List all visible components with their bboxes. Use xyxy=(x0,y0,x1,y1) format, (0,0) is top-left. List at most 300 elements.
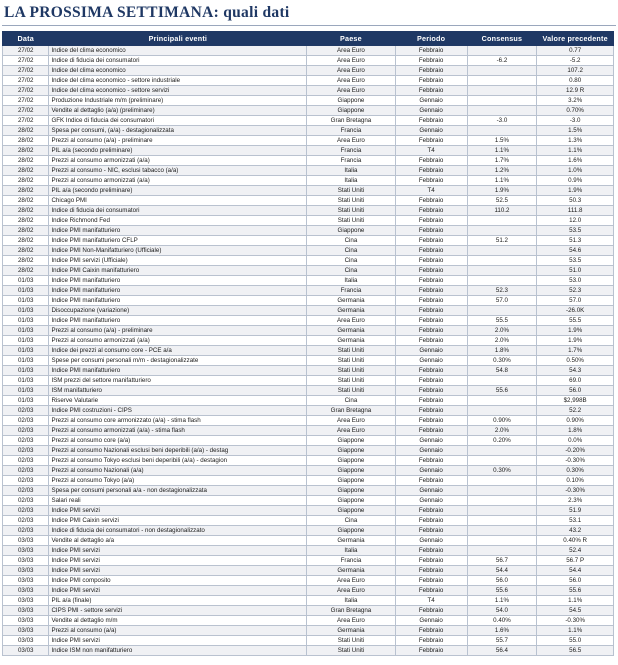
table-cell-periodo: T4 xyxy=(395,186,467,196)
title-divider xyxy=(2,25,616,26)
table-cell-consensus: -6.2 xyxy=(467,56,537,66)
table-row xyxy=(3,366,614,376)
table-cell-valore-precedente: 1.3% xyxy=(537,136,614,146)
table-cell-paese: Germania xyxy=(307,336,395,346)
table-cell-consensus xyxy=(467,456,537,466)
table-cell-consensus xyxy=(467,506,537,516)
table-cell-periodo: Gennaio xyxy=(395,486,467,496)
table-cell-periodo: Febbraio xyxy=(395,256,467,266)
table-cell-paese: Stati Uniti xyxy=(307,356,395,366)
table-cell-periodo: Febbraio xyxy=(395,136,467,146)
table-cell-data: 01/03 xyxy=(3,336,49,346)
table-cell-data: 28/02 xyxy=(3,236,49,246)
table-cell-valore-precedente: 53.5 xyxy=(537,256,614,266)
table-cell-evento: Indice del clima economico - settore servizi xyxy=(49,86,307,96)
table-cell-evento: Indice di fiducia dei consumatori - non destagionalizzato xyxy=(49,526,307,536)
table-cell-data: 28/02 xyxy=(3,196,49,206)
table-cell-paese: Stati Uniti xyxy=(307,346,395,356)
table-cell-paese: Cina xyxy=(307,516,395,526)
table-cell-periodo: Febbraio xyxy=(395,176,467,186)
table-cell-valore-precedente: 1.9% xyxy=(537,186,614,196)
table-cell-periodo: Febbraio xyxy=(395,196,467,206)
table-cell-evento: Indice PMI manifatturiero xyxy=(49,226,307,236)
table-cell-periodo: T4 xyxy=(395,596,467,606)
table-cell-valore-precedente: 1.1% xyxy=(537,146,614,156)
table-cell-data: 01/03 xyxy=(3,366,49,376)
table-cell-evento: ISM manifatturiero xyxy=(49,386,307,396)
table-cell-valore-precedente: 1.0% xyxy=(537,166,614,176)
table-cell-paese: Stati Uniti xyxy=(307,636,395,646)
table-cell-data: 28/02 xyxy=(3,216,49,226)
table-cell-paese: Area Euro xyxy=(307,56,395,66)
table-row xyxy=(3,326,614,336)
table-cell-consensus: -3.0 xyxy=(467,116,537,126)
table-cell-valore-precedente: 12.9 R xyxy=(537,86,614,96)
table-cell-evento: Indice PMI Caixin servizi xyxy=(49,516,307,526)
table-row xyxy=(3,546,614,556)
table-cell-paese: Giappone xyxy=(307,466,395,476)
table-cell-consensus: 0.90% xyxy=(467,416,537,426)
table-cell-periodo: Gennaio xyxy=(395,446,467,456)
table-cell-consensus: 2.0% xyxy=(467,426,537,436)
table-row xyxy=(3,56,614,66)
table-row xyxy=(3,66,614,76)
table-row xyxy=(3,416,614,426)
page-title-sub: : quali dati xyxy=(213,4,290,21)
table-cell-evento: Prezzi al consumo core armonizzato (a/a) - stima flash xyxy=(49,416,307,426)
table-cell-paese: Stati Uniti xyxy=(307,196,395,206)
table-cell-periodo: Febbraio xyxy=(395,386,467,396)
table-cell-consensus xyxy=(467,256,537,266)
table-row xyxy=(3,226,614,236)
table-cell-consensus xyxy=(467,276,537,286)
table-cell-periodo: Gennaio xyxy=(395,356,467,366)
table-cell-consensus xyxy=(467,486,537,496)
table-cell-consensus: 55.7 xyxy=(467,636,537,646)
table-cell-consensus: 57.0 xyxy=(467,296,537,306)
table-cell-data: 01/03 xyxy=(3,346,49,356)
table-row xyxy=(3,586,614,596)
table-cell-evento: Salari reali xyxy=(49,496,307,506)
table-cell-data: 03/03 xyxy=(3,616,49,626)
table-cell-paese: Giappone xyxy=(307,446,395,456)
table-cell-valore-precedente: 0.90% xyxy=(537,416,614,426)
table-cell-consensus xyxy=(467,66,537,76)
table-row xyxy=(3,516,614,526)
table-cell-valore-precedente: 50.3 xyxy=(537,196,614,206)
table-cell-valore-precedente: 56.7 P xyxy=(537,556,614,566)
table-cell-valore-precedente: 54.3 xyxy=(537,366,614,376)
table-cell-evento: Indice PMI manifatturiero xyxy=(49,276,307,286)
table-cell-paese: Francia xyxy=(307,126,395,136)
table-row xyxy=(3,506,614,516)
table-cell-evento: Indice PMI costruzioni - CIPS xyxy=(49,406,307,416)
table-row xyxy=(3,606,614,616)
table-cell-consensus: 1.6% xyxy=(467,626,537,636)
table-cell-periodo: Febbraio xyxy=(395,316,467,326)
table-row xyxy=(3,206,614,216)
table-cell-data: 28/02 xyxy=(3,186,49,196)
table-cell-periodo: Febbraio xyxy=(395,646,467,656)
table-cell-paese: Area Euro xyxy=(307,136,395,146)
table-cell-evento: Indice Richmond Fed xyxy=(49,216,307,226)
table-row xyxy=(3,246,614,256)
table-cell-data: 01/03 xyxy=(3,306,49,316)
table-row xyxy=(3,446,614,456)
column-header-periodo: Periodo xyxy=(395,32,467,46)
table-cell-evento: Prezzi al consumo armonizzati (a/a) - stima flash xyxy=(49,426,307,436)
table-cell-valore-precedente: 1.1% xyxy=(537,626,614,636)
table-row xyxy=(3,46,614,56)
table-cell-paese: Stati Uniti xyxy=(307,366,395,376)
table-cell-paese: Area Euro xyxy=(307,416,395,426)
table-cell-consensus: 1.1% xyxy=(467,146,537,156)
table-row xyxy=(3,346,614,356)
table-cell-valore-precedente: 54.4 xyxy=(537,566,614,576)
table-cell-valore-precedente: 1.6% xyxy=(537,156,614,166)
table-cell-evento: Spese per consumi personali m/m - destagionalizzate xyxy=(49,356,307,366)
table-cell-valore-precedente: 51.9 xyxy=(537,506,614,516)
table-cell-valore-precedente: 55.6 xyxy=(537,586,614,596)
table-row xyxy=(3,406,614,416)
table-cell-valore-precedente: 2.3% xyxy=(537,496,614,506)
table-cell-data: 01/03 xyxy=(3,296,49,306)
table-cell-consensus: 52.3 xyxy=(467,286,537,296)
table-cell-consensus xyxy=(467,476,537,486)
table-cell-data: 02/03 xyxy=(3,516,49,526)
table-row xyxy=(3,136,614,146)
table-cell-consensus xyxy=(467,226,537,236)
table-cell-periodo: Febbraio xyxy=(395,86,467,96)
table-cell-evento: Indice PMI servizi (Ufficiale) xyxy=(49,256,307,266)
table-cell-valore-precedente: 0.0% xyxy=(537,436,614,446)
table-cell-paese: Gran Bretagna xyxy=(307,606,395,616)
table-row xyxy=(3,526,614,536)
table-cell-paese: Stati Uniti xyxy=(307,216,395,226)
table-cell-consensus xyxy=(467,96,537,106)
table-row xyxy=(3,626,614,636)
table-cell-paese: Giappone xyxy=(307,226,395,236)
table-cell-consensus xyxy=(467,446,537,456)
table-cell-valore-precedente: 51.3 xyxy=(537,236,614,246)
table-cell-periodo: Febbraio xyxy=(395,526,467,536)
table-cell-periodo: Febbraio xyxy=(395,226,467,236)
page-title xyxy=(0,0,618,25)
table-row xyxy=(3,166,614,176)
table-cell-valore-precedente: 52.2 xyxy=(537,406,614,416)
table-cell-evento: Vendite al dettaglio m/m xyxy=(49,616,307,626)
table-cell-data: 02/03 xyxy=(3,476,49,486)
table-cell-valore-precedente: 1.5% xyxy=(537,126,614,136)
table-cell-paese: Cina xyxy=(307,236,395,246)
table-cell-data: 27/02 xyxy=(3,46,49,56)
table-cell-paese: Germania xyxy=(307,536,395,546)
table-cell-consensus: 2.0% xyxy=(467,336,537,346)
table-cell-evento: ISM prezzi del settore manifatturiero xyxy=(49,376,307,386)
table-row xyxy=(3,126,614,136)
table-cell-data: 01/03 xyxy=(3,386,49,396)
table-cell-data: 02/03 xyxy=(3,406,49,416)
table-cell-valore-precedente: 52.3 xyxy=(537,286,614,296)
table-row xyxy=(3,386,614,396)
table-cell-paese: Area Euro xyxy=(307,86,395,96)
table-cell-paese: Giappone xyxy=(307,526,395,536)
table-cell-evento: Indice del clima economico xyxy=(49,46,307,56)
table-cell-evento: Indice PMI manifatturiero xyxy=(49,296,307,306)
table-cell-evento: Indice di fiducia dei consumatori xyxy=(49,206,307,216)
table-cell-valore-precedente: 1.7% xyxy=(537,346,614,356)
table-cell-periodo: Febbraio xyxy=(395,506,467,516)
table-cell-paese: Francia xyxy=(307,556,395,566)
table-cell-data: 28/02 xyxy=(3,206,49,216)
table-row xyxy=(3,306,614,316)
table-row xyxy=(3,356,614,366)
table-cell-evento: Prezzi al consumo - NIC, esclusi tabacco (a/a) xyxy=(49,166,307,176)
table-cell-data: 27/02 xyxy=(3,66,49,76)
table-cell-periodo: Febbraio xyxy=(395,246,467,256)
table-cell-paese: Giappone xyxy=(307,436,395,446)
table-row xyxy=(3,646,614,656)
table-row xyxy=(3,616,614,626)
table-cell-consensus xyxy=(467,376,537,386)
table-header xyxy=(3,32,614,46)
table-cell-periodo: Febbraio xyxy=(395,416,467,426)
table-cell-paese: Area Euro xyxy=(307,76,395,86)
table-cell-data: 28/02 xyxy=(3,156,49,166)
table-cell-data: 03/03 xyxy=(3,586,49,596)
table-row xyxy=(3,96,614,106)
table-cell-evento: PIL a/a (secondo preliminare) xyxy=(49,186,307,196)
table-cell-paese: Francia xyxy=(307,286,395,296)
table-row xyxy=(3,496,614,506)
table-row xyxy=(3,316,614,326)
table-cell-periodo: Febbraio xyxy=(395,286,467,296)
table-cell-data: 02/03 xyxy=(3,466,49,476)
table-cell-data: 02/03 xyxy=(3,436,49,446)
table-cell-paese: Giappone xyxy=(307,106,395,116)
table-row xyxy=(3,86,614,96)
table-cell-evento: Indice ISM non manifatturiero xyxy=(49,646,307,656)
table-cell-data: 03/03 xyxy=(3,646,49,656)
table-cell-periodo: Gennaio xyxy=(395,536,467,546)
table-cell-paese: Germania xyxy=(307,296,395,306)
table-cell-consensus: 1.2% xyxy=(467,166,537,176)
table-cell-consensus xyxy=(467,496,537,506)
table-cell-valore-precedente: 0.30% xyxy=(537,466,614,476)
table-cell-valore-precedente: 56.0 xyxy=(537,386,614,396)
table-row xyxy=(3,536,614,546)
table-cell-data: 28/02 xyxy=(3,126,49,136)
table-cell-valore-precedente: 3.2% xyxy=(537,96,614,106)
table-cell-paese: Francia xyxy=(307,146,395,156)
table-cell-data: 02/03 xyxy=(3,456,49,466)
table-cell-periodo: Febbraio xyxy=(395,326,467,336)
table-cell-evento: Indice del clima economico - settore industriale xyxy=(49,76,307,86)
table-cell-periodo: Febbraio xyxy=(395,516,467,526)
table-cell-evento: Prezzi al consumo (a/a) - preliminare xyxy=(49,136,307,146)
table-cell-valore-precedente: 107.2 xyxy=(537,66,614,76)
table-cell-paese: Gran Bretagna xyxy=(307,406,395,416)
table-cell-consensus: 55.5 xyxy=(467,316,537,326)
table-cell-evento: Indice PMI manifatturiero xyxy=(49,316,307,326)
table-cell-consensus: 54.8 xyxy=(467,366,537,376)
table-cell-evento: Prezzi al consumo (a/a) - preliminare xyxy=(49,326,307,336)
table-cell-data: 02/03 xyxy=(3,446,49,456)
table-cell-evento: Disoccupazione (variazione) xyxy=(49,306,307,316)
table-row xyxy=(3,636,614,646)
events-table xyxy=(2,31,614,656)
table-cell-evento: Spesa per consumi, (a/a) - destagionalizzata xyxy=(49,126,307,136)
table-cell-periodo: Febbraio xyxy=(395,216,467,226)
table-cell-consensus xyxy=(467,106,537,116)
table-cell-periodo: Febbraio xyxy=(395,236,467,246)
table-cell-data: 02/03 xyxy=(3,526,49,536)
table-cell-periodo: Febbraio xyxy=(395,626,467,636)
table-cell-paese: Italia xyxy=(307,166,395,176)
table-cell-consensus: 54.4 xyxy=(467,566,537,576)
table-cell-data: 28/02 xyxy=(3,166,49,176)
table-cell-consensus xyxy=(467,126,537,136)
table-row xyxy=(3,196,614,206)
table-cell-paese: Italia xyxy=(307,176,395,186)
table-cell-evento: Prezzi al consumo Nazionali esclusi beni deperibili (a/a) - destag xyxy=(49,446,307,456)
table-cell-consensus xyxy=(467,396,537,406)
table-cell-periodo: Gennaio xyxy=(395,126,467,136)
table-cell-consensus xyxy=(467,266,537,276)
table-cell-paese: Giappone xyxy=(307,486,395,496)
table-cell-valore-precedente: 0.10% xyxy=(537,476,614,486)
table-row xyxy=(3,186,614,196)
table-cell-consensus xyxy=(467,536,537,546)
table-cell-data: 02/03 xyxy=(3,496,49,506)
table-row xyxy=(3,286,614,296)
table-row xyxy=(3,256,614,266)
table-cell-valore-precedente: -0.30% xyxy=(537,456,614,466)
table-cell-data: 28/02 xyxy=(3,146,49,156)
table-cell-paese: Germania xyxy=(307,566,395,576)
table-cell-valore-precedente: -0.30% xyxy=(537,616,614,626)
table-cell-paese: Area Euro xyxy=(307,66,395,76)
table-cell-data: 01/03 xyxy=(3,286,49,296)
table-cell-paese: Giappone xyxy=(307,506,395,516)
table-cell-valore-precedente: 1.9% xyxy=(537,336,614,346)
table-row xyxy=(3,576,614,586)
table-cell-data: 28/02 xyxy=(3,256,49,266)
page-title-main: LA PROSSIMA SETTIMANA xyxy=(4,4,214,21)
table-cell-data: 28/02 xyxy=(3,266,49,276)
table-cell-consensus xyxy=(467,246,537,256)
table-cell-valore-precedente: 56.0 xyxy=(537,576,614,586)
table-cell-valore-precedente: 0.50% xyxy=(537,356,614,366)
table-cell-data: 28/02 xyxy=(3,226,49,236)
table-cell-valore-precedente: 55.0 xyxy=(537,636,614,646)
table-row xyxy=(3,216,614,226)
table-cell-valore-precedente: 53.5 xyxy=(537,226,614,236)
table-cell-consensus xyxy=(467,216,537,226)
table-cell-periodo: Febbraio xyxy=(395,586,467,596)
table-cell-consensus xyxy=(467,526,537,536)
table-row xyxy=(3,426,614,436)
table-cell-evento: PIL a/a (finale) xyxy=(49,596,307,606)
table-cell-paese: Giappone xyxy=(307,456,395,466)
table-cell-consensus: 55.6 xyxy=(467,586,537,596)
table-cell-valore-precedente: 0.70% xyxy=(537,106,614,116)
table-cell-data: 02/03 xyxy=(3,426,49,436)
table-cell-valore-precedente: -26.0K xyxy=(537,306,614,316)
table-cell-paese: Stati Uniti xyxy=(307,646,395,656)
table-cell-valore-precedente: 53.1 xyxy=(537,516,614,526)
table-cell-periodo: Febbraio xyxy=(395,306,467,316)
table-cell-consensus: 56.0 xyxy=(467,576,537,586)
table-cell-periodo: Febbraio xyxy=(395,606,467,616)
table-cell-valore-precedente: 69.0 xyxy=(537,376,614,386)
table-cell-valore-precedente: 0.40% R xyxy=(537,536,614,546)
table-cell-periodo: Gennaio xyxy=(395,616,467,626)
table-row xyxy=(3,396,614,406)
table-cell-evento: Indice del clima economico xyxy=(49,66,307,76)
table-cell-valore-precedente: 1.9% xyxy=(537,326,614,336)
table-cell-consensus: 110.2 xyxy=(467,206,537,216)
table-cell-periodo: Febbraio xyxy=(395,46,467,56)
table-cell-periodo: Febbraio xyxy=(395,296,467,306)
table-cell-data: 27/02 xyxy=(3,106,49,116)
table-cell-evento: GFK Indice di fiducia dei consumatori xyxy=(49,116,307,126)
table-cell-periodo: Febbraio xyxy=(395,456,467,466)
table-cell-data: 01/03 xyxy=(3,276,49,286)
table-cell-evento: Prezzi al consumo Tokyo (a/a) xyxy=(49,476,307,486)
table-cell-evento: Indice PMI manifatturiero xyxy=(49,366,307,376)
table-cell-paese: Cina xyxy=(307,256,395,266)
table-cell-evento: Indice dei prezzi al consumo core - PCE a/a xyxy=(49,346,307,356)
table-cell-periodo: T4 xyxy=(395,146,467,156)
table-cell-valore-precedente: -3.0 xyxy=(537,116,614,126)
table-cell-data: 03/03 xyxy=(3,636,49,646)
table-cell-periodo: Febbraio xyxy=(395,546,467,556)
table-cell-evento: Indice PMI composito xyxy=(49,576,307,586)
table-cell-evento: Riserve Valutarie xyxy=(49,396,307,406)
table-cell-consensus: 0.30% xyxy=(467,466,537,476)
table-cell-consensus: 54.0 xyxy=(467,606,537,616)
table-cell-evento: Prezzi al consumo armonizzati (a/a) xyxy=(49,336,307,346)
table-cell-paese: Stati Uniti xyxy=(307,186,395,196)
table-cell-consensus: 0.20% xyxy=(467,436,537,446)
table-cell-paese: Stati Uniti xyxy=(307,386,395,396)
table-cell-valore-precedente: 1.8% xyxy=(537,426,614,436)
table-body xyxy=(3,46,614,656)
table-cell-periodo: Febbraio xyxy=(395,376,467,386)
table-cell-paese: Giappone xyxy=(307,96,395,106)
table-cell-paese: Giappone xyxy=(307,496,395,506)
table-cell-periodo: Gennaio xyxy=(395,96,467,106)
table-cell-periodo: Febbraio xyxy=(395,556,467,566)
table-cell-data: 27/02 xyxy=(3,96,49,106)
table-cell-valore-precedente: 0.9% xyxy=(537,176,614,186)
table-row xyxy=(3,566,614,576)
table-cell-evento: CIPS PMI - settore servizi xyxy=(49,606,307,616)
table-cell-evento: Prezzi al consumo armonizzati (a/a) xyxy=(49,156,307,166)
table-cell-data: 03/03 xyxy=(3,546,49,556)
table-row xyxy=(3,176,614,186)
table-cell-consensus: 1.7% xyxy=(467,156,537,166)
table-cell-periodo: Febbraio xyxy=(395,576,467,586)
table-cell-valore-precedente: -0.30% xyxy=(537,486,614,496)
table-row xyxy=(3,436,614,446)
table-cell-consensus xyxy=(467,76,537,86)
table-cell-periodo: Gennaio xyxy=(395,466,467,476)
table-cell-paese: Germania xyxy=(307,326,395,336)
table-cell-valore-precedente: 43.2 xyxy=(537,526,614,536)
table-cell-periodo: Febbraio xyxy=(395,476,467,486)
